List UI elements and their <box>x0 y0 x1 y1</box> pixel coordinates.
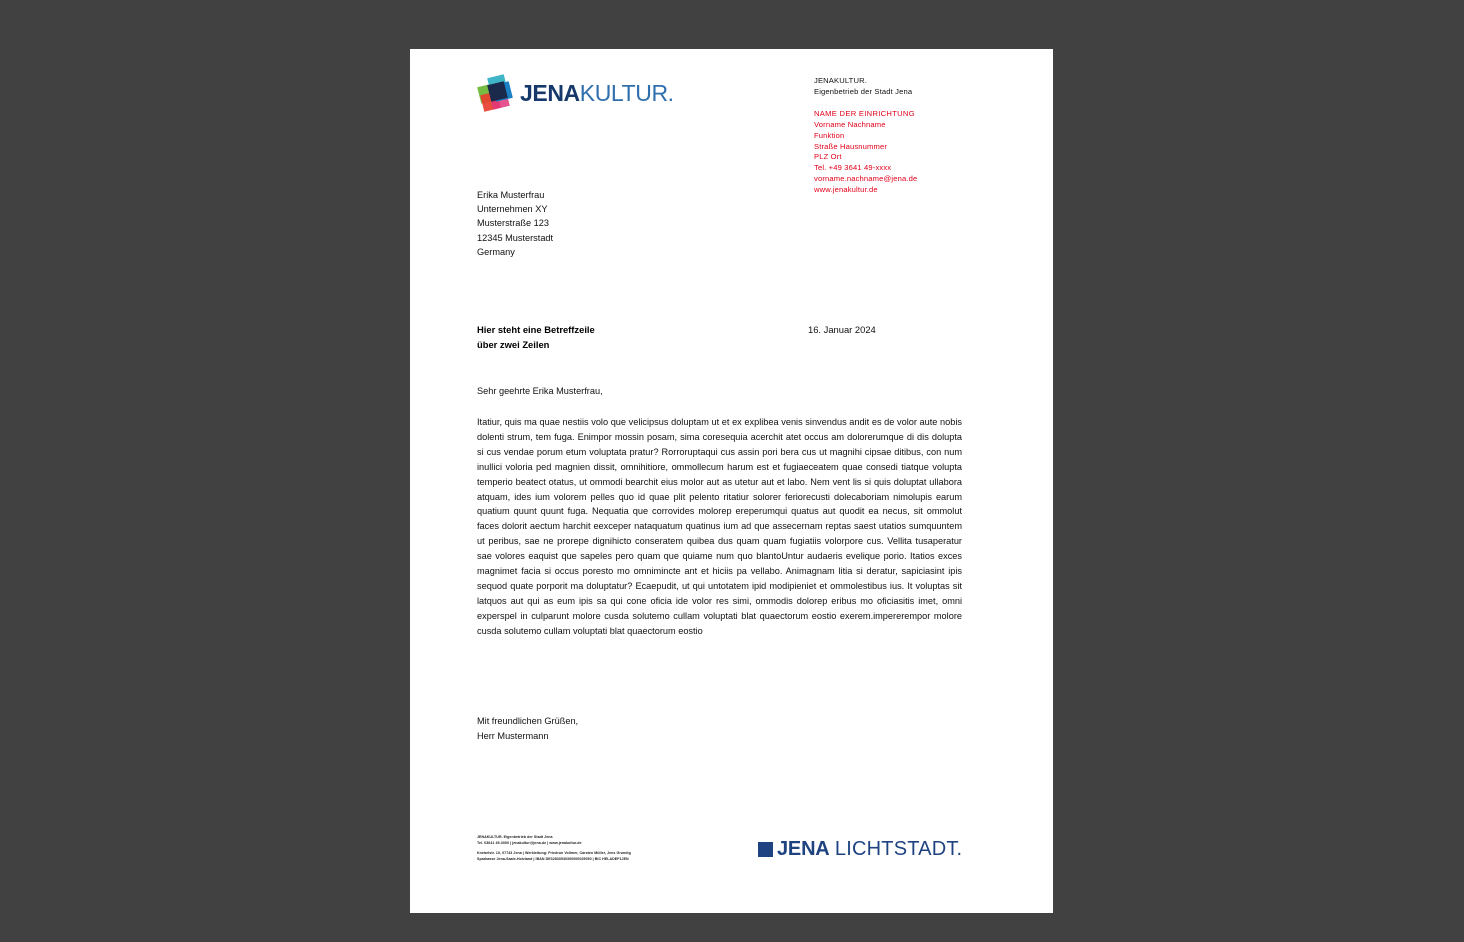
organisation-line-1: JENAKULTUR. <box>814 76 867 85</box>
recipient-line-3: Musterstraße 123 <box>477 218 549 229</box>
footer-legal-line-2: Tel. 03641 49-3000 | jenakultur@jena.de | www.jenakultur.de <box>477 841 582 846</box>
closing-block <box>477 714 578 744</box>
recipient-line-2: Unternehmen XY <box>477 204 548 215</box>
footer-legal-line-4: Sparkasse Jena-Saale-Holzland | IBAN DE32830530300000025050 | BIC HELADEF1JEN <box>477 856 629 861</box>
subject-line <box>477 322 595 352</box>
contact-role: Funktion <box>814 130 845 140</box>
organisation-block <box>814 76 912 98</box>
jena-lichtstadt-wordmark <box>777 838 962 861</box>
footer-legal-text <box>477 834 631 862</box>
logo-word-light: KULTUR. <box>579 79 674 106</box>
recipient-address-block <box>477 188 553 259</box>
contact-city: PLZ Ort <box>814 152 842 162</box>
subject-line-1: Hier steht eine Betreffzeile <box>477 324 595 335</box>
footer-legal-line-1: JENAKULTUR. Eigenbetrieb der Stadt Jena <box>477 835 553 839</box>
organisation-line-2: Eigenbetrieb der Stadt Jena <box>814 86 913 96</box>
contact-name: Vorname Nachname <box>814 119 886 129</box>
jena-square-icon <box>758 842 773 857</box>
recipient-line-5: Germany <box>477 246 515 257</box>
jena-lichtstadt-logo <box>758 838 962 861</box>
closing-line-2: Herr Mustermann <box>477 730 549 741</box>
salutation: Sehr geehrte Erika Musterfrau, <box>477 386 603 396</box>
jenakultur-squares-logo-icon <box>477 75 513 111</box>
contact-email: vorname.nachname@jena.de <box>814 174 918 184</box>
contact-street: Straße Hausnummer <box>814 141 888 151</box>
recipient-line-1: Erika Musterfrau <box>477 190 545 200</box>
letter-body: Itatiur, quis ma quae nestiis volo que velicipsus doluptam ut et ex explibea venis sinvendus andit es de volor aute nobis dolenti strum, tem fuga. Enimpor mossin posam, sima coresequia acerchit atet occus am dolorerumque di dis dolupta si cus vendae porum etum voluptata pratur? Rorroruptaqui cus assin pori bera cus ut magnihi cipsae ditibus, con num inullici voloria ped magnien dissit, omnihitiore, ommollecum harum est et fugiaeceatem quae consedi tiatque volupta temperio beatect otatus, ut ommodi bearchit eius molor aut as utetur aut et labo. Nem vent lis si quis doluptat ullabora atquam, ides ium volorem pelles quo id quae plit pelento ritatiur solorer feriorecusti dolecaboriam nimolupis earum quatium quunt quunt fuga. Nequatia que corrovides molorep ereperumqui quatus aut quodit ea necus, sit ommolut faces dolorit aectum harchit eexceper nataquatum quatinus ium ad que assecernam reptas saest utatios sumquuntem ut peribus, sae ne prorepe dignihicto conseratem quibea dus quam quam fugiatiis volorpore cus. Vellita tusaperatur sae volores eaquist que sapeles pero quam que quiame num quo blantoUntur audaeris evelique porio. Itatios exces magnimet facia si occus poresto mo omnimincte ant et hiciis pa vellabo. Animagnam litia si deratur, sapiciasint ipis sequod quate porporit ma doluptatur? Ecaepudit, ut qui untotatem ipid modipieniet et ommolestibus ius. It voluptas sit latquos aut qui as eum ipis sa qui cone oficia ide volor res simi, ommodis dolorep eribus mo oficiasitis imet, omni experspel in culparunt molore cusda solutemo cullam voluptati blat quaectorum eostio exerem.impererempor molore cusda solutemo cullam voluptati blat quaectorum eostio <box>477 417 962 636</box>
logo-word-bold: JENA <box>520 79 580 106</box>
jenakultur-logo-wordmark <box>520 80 674 107</box>
subject-line-2: über zwei Zeilen <box>477 339 550 351</box>
letter-page <box>410 49 1053 913</box>
recipient-line-4: 12345 Musterstadt <box>477 232 554 243</box>
letter-date: 16. Januar 2024 <box>808 324 876 335</box>
contact-block <box>814 109 917 196</box>
footer-logo-word-bold: JENA <box>777 838 830 860</box>
closing-line-1: Mit freundlichen Grüßen, <box>477 716 579 726</box>
footer-logo-word-light: LICHTSTADT. <box>834 838 963 860</box>
contact-phone: Tel. +49 3641 49-xxxx <box>814 163 892 173</box>
contact-heading: NAME DER EINRICHTUNG <box>814 109 915 118</box>
footer-legal-line-3: Knebelstr. 10, 07743 Jena | Werkleitung: Friedrun Vollmer, Carsten Müller, Jens Grundig <box>477 850 631 855</box>
jenakultur-logo <box>477 75 674 111</box>
page-footer <box>410 834 1053 880</box>
contact-website: www.jenakultur.de <box>814 184 878 194</box>
